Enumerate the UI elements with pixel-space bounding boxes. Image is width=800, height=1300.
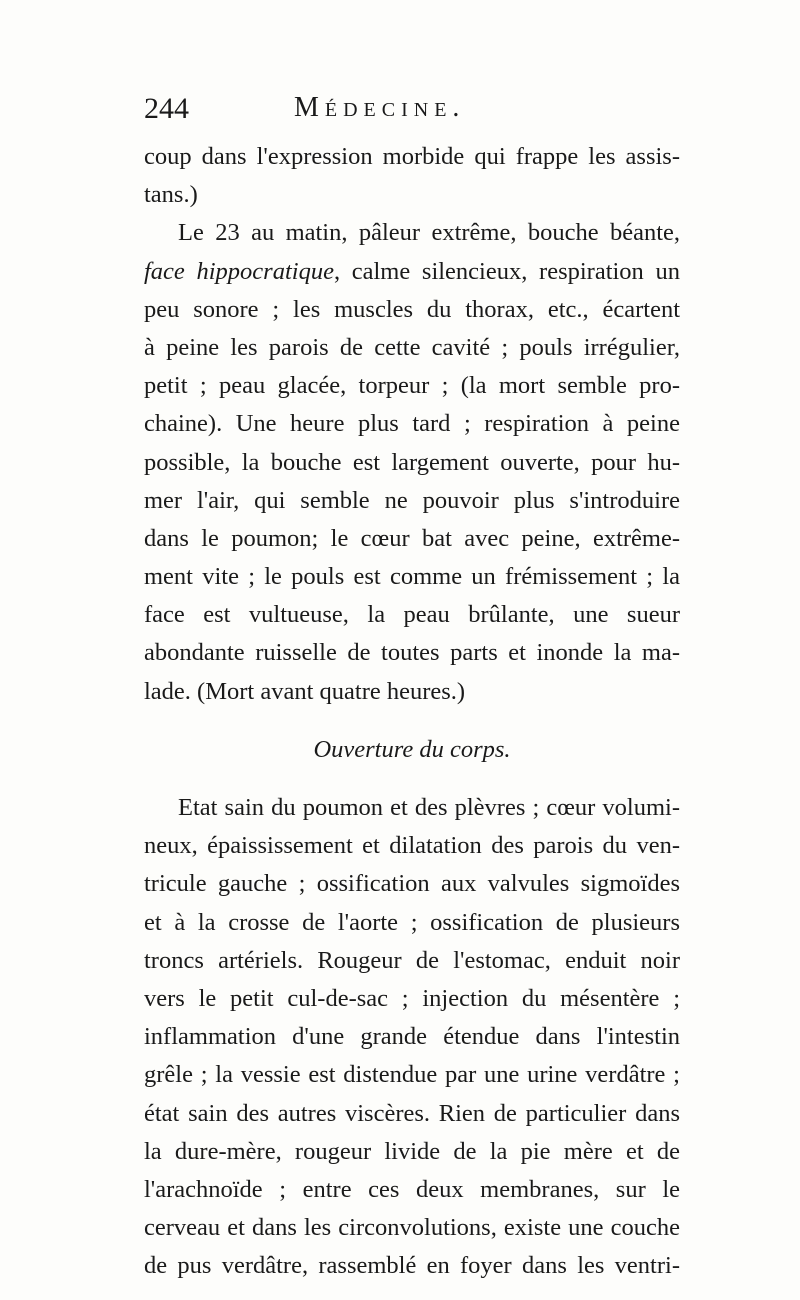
text-line: neux, épaississement et dilatation des parois du ven-	[144, 832, 680, 860]
text-line: grêle ; la vessie est distendue par une urine verdâtre ;	[144, 1061, 680, 1089]
text-fragment: , calme silencieux, respiration un	[333, 257, 680, 285]
text-line: et à la crosse de l'aorte ; ossification de plusieurs	[144, 908, 680, 936]
text-line: de pus verdâtre, rassemblé en foyer dans les ventri-	[144, 1252, 680, 1280]
section-spacer	[144, 711, 680, 731]
text-line: dans le poumon; le cœur bat avec peine, extrême-	[144, 524, 680, 552]
running-head	[144, 92, 684, 132]
text-line: abondante ruisselle de toutes parts et inonde la ma-	[144, 639, 680, 667]
section-heading: Ouverture du corps.	[313, 735, 511, 763]
text-line: l'arachnoïde ; entre ces deux membranes, sur le	[144, 1175, 680, 1203]
text-line: chaine). Une heure plus tard ; respiration à peine	[144, 410, 680, 438]
text-line: la dure-mère, rougeur livide de la pie mère et de	[144, 1137, 680, 1165]
text-line: ment vite ; le pouls est comme un frémissement ; la	[144, 563, 680, 591]
section-spacer	[144, 769, 680, 789]
text-line: cerveau et dans les circonvolutions, existe une couche	[144, 1214, 680, 1242]
text-line: troncs artériels. Rougeur de l'estomac, enduit noir	[144, 946, 680, 974]
text-line: tans.)	[144, 181, 198, 209]
text-line: lade. (Mort avant quatre heures.)	[144, 677, 466, 705]
text-line: mer l'air, qui semble ne pouvoir plus s'introduire	[144, 486, 680, 514]
text-line: à peine les parois de cette cavité ; pouls irrégulier,	[144, 333, 680, 361]
running-title: Médecine.	[294, 92, 466, 123]
text-line	[144, 253, 680, 291]
text-line: vers le petit cul-de-sac ; injection du mésentère ;	[144, 984, 680, 1012]
text-line: coup dans l'expression morbide qui frappe les assis-	[144, 143, 680, 170]
text-line: état sain des autres viscères. Rien de particulier dans	[144, 1099, 680, 1127]
text-line: inflammation d'une grande étendue dans l'intestin	[144, 1023, 680, 1051]
italic-term: face hippocratique	[144, 257, 334, 285]
text-line: Etat sain du poumon et des plèvres ; cœur volumi-	[178, 794, 680, 821]
text-line: peu sonore ; les muscles du thorax, etc., écartent	[144, 295, 680, 323]
text-line: tricule gauche ; ossification aux valvules sigmoïdes	[144, 870, 680, 898]
body-text	[144, 138, 680, 1285]
text-line: face est vultueuse, la peau brûlante, une sueur	[144, 601, 680, 629]
page-number: 244	[144, 92, 189, 125]
text-line: Le 23 au matin, pâleur extrême, bouche béante,	[178, 219, 680, 247]
text-line: possible, la bouche est largement ouverte, pour hu-	[144, 448, 680, 476]
text-line: petit ; peau glacée, torpeur ; (la mort semble pro-	[144, 372, 680, 400]
